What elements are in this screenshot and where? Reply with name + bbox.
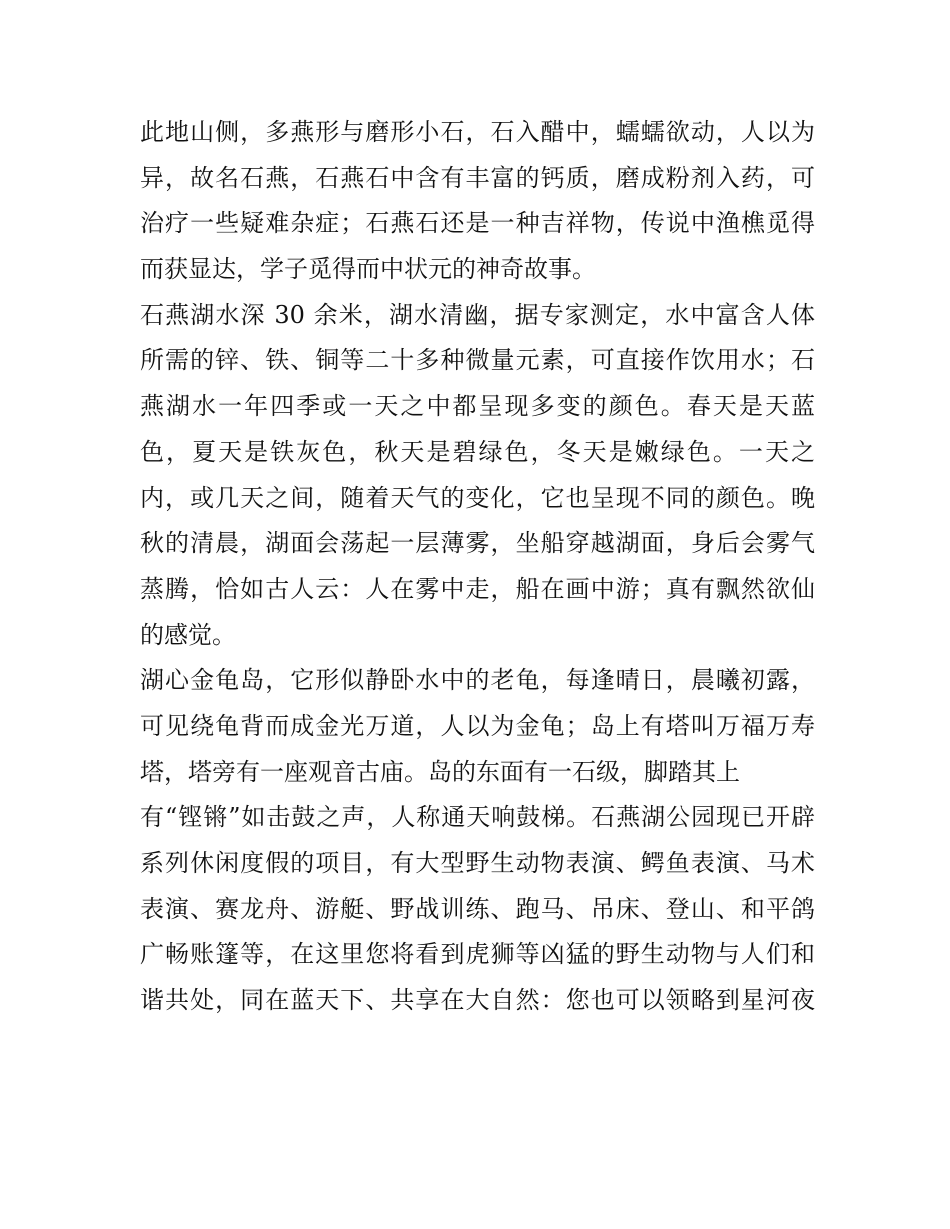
text-line: 的感觉。 (140, 620, 236, 649)
paragraph-3 (140, 658, 815, 1024)
text-line: 异，故名石燕，石燕石中含有丰富的钙质，磨成粉剂入药，可 (140, 163, 815, 192)
text-line: 燕湖水一年四季或一天之中都呈现多变的颜色。春天是天蓝 (140, 392, 815, 421)
text-line: 表演、赛龙舟、游艇、野战训练、跑马、吊床、登山、和平鸽 (140, 894, 815, 923)
text-line: 有“铿锵”如击鼓之声，人称通天响鼓梯。石燕湖公园现已开辟 (140, 803, 815, 832)
text-line: 蒸腾，恰如古人云：人在雾中走，船在画中游；真有飘然欲仙 (140, 574, 815, 603)
text-line: 广畅账篷等，在这里您将看到虎狮等凶猛的野生动物与人们和 (140, 940, 815, 969)
text-line: 而获显达，学子觅得而中状元的神奇故事。 (140, 255, 596, 284)
text-line: 秋的清晨，湖面会荡起一层薄雾，坐船穿越湖面，身后会雾气 (140, 529, 815, 558)
text-line: 塔，塔旁有一座观音古庙。岛的东面有一石级，脚踏其上 (140, 757, 740, 786)
paragraph-1 (140, 110, 815, 293)
text-line: 谐共处，同在蓝天下、共享在大自然：您也可以领略到星河夜 (140, 986, 815, 1015)
text-line: 内，或几天之间，随着天气的变化，它也呈现不同的颜色。晚 (140, 483, 815, 512)
document-body (140, 110, 815, 1024)
paragraph-2 (140, 293, 815, 659)
text-line: 治疗一些疑难杂症；石燕石还是一种吉祥物，传说中渔樵觅得 (140, 209, 815, 238)
text-line: 系列休闲度假的项目，有大型野生动物表演、鳄鱼表演、马术 (140, 849, 815, 877)
text-line: 湖心金龟岛，它形似静卧水中的老龟，每逢晴日，晨曦初露， (140, 666, 815, 695)
text-line: 此地山侧，多燕形与磨形小石，石入醋中，蠕蠕欲动，人以为 (140, 118, 815, 146)
text-line: 可见绕龟背而成金光万道，人以为金龟；岛上有塔叫万福万寿 (140, 711, 815, 740)
text-line: 石燕湖水深 30 余米，湖水清幽，据专家测定，水中富含人体 (140, 300, 815, 329)
text-line: 所需的锌、铁、铜等二十多种微量元素，可直接作饮用水；石 (140, 346, 815, 375)
text-line: 色，夏天是铁灰色，秋天是碧绿色，冬天是嫩绿色。一天之 (140, 437, 815, 466)
